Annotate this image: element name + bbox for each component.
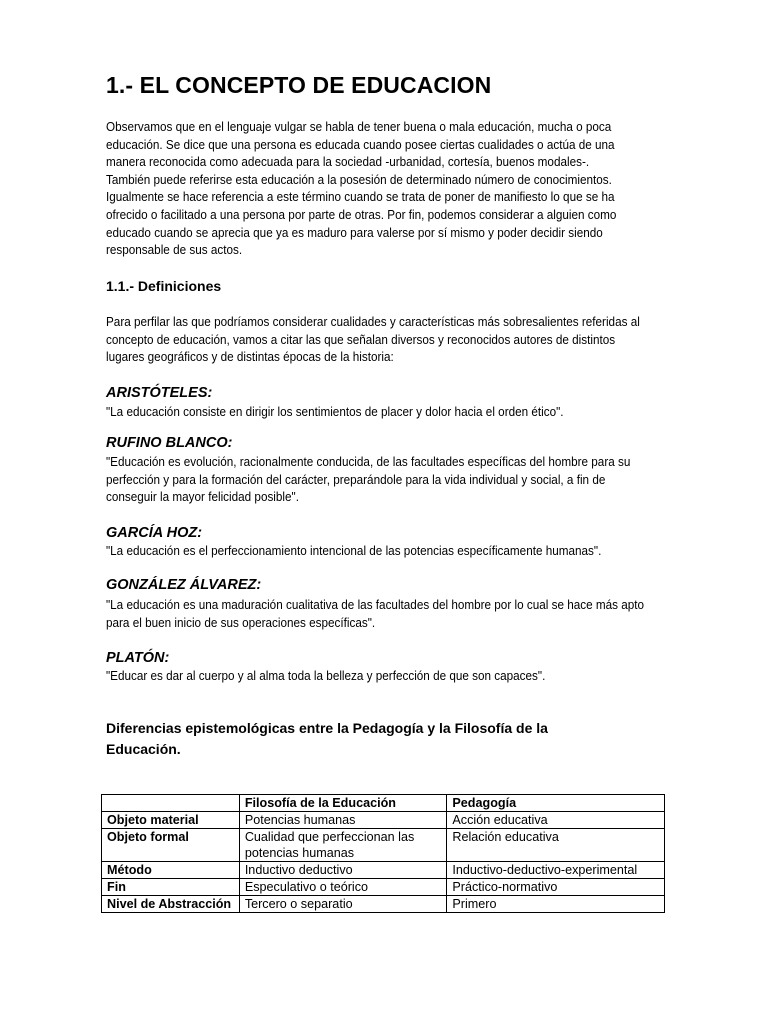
table-row xyxy=(102,879,665,896)
table-row xyxy=(102,829,665,862)
definitions-intro-paragraph: Para perfilar las que podríamos considerar cualidades y características más sobresalientes referidas al concepto de educación, vamos a citar las que señalan diversos y reconocidos autores de distintos lugares geográficos y de distintas épocas de la historia: xyxy=(106,315,640,365)
definition-author: GARCÍA HOZ: xyxy=(106,525,203,541)
definition-quote: "Educar es dar al cuerpo y al alma toda la belleza y perfección de que son capaces". xyxy=(106,669,546,683)
table-cell: Relación educativa xyxy=(447,829,665,862)
definition-author: GONZÁLEZ ÁLVAREZ: xyxy=(106,577,262,593)
table-header-row xyxy=(102,795,665,812)
table-cell: Inductivo deductivo xyxy=(239,862,447,879)
table-header-cell xyxy=(102,795,240,812)
table-cell: Práctico-normativo xyxy=(447,879,665,896)
definition-author: ARISTÓTELES: xyxy=(106,385,213,401)
definition-author: RUFINO BLANCO: xyxy=(106,435,233,451)
table-row-label: Método xyxy=(102,862,240,879)
definition-author: PLATÓN: xyxy=(106,650,170,666)
table-row xyxy=(102,862,665,879)
differences-heading: Diferencias epistemológicas entre la Pedagogía y la Filosofía de la Educación. xyxy=(106,720,548,757)
table-cell: Acción educativa xyxy=(447,812,665,829)
table-row xyxy=(102,896,665,913)
table-header-cell: Filosofía de la Educación xyxy=(239,795,447,812)
table-cell: Inductivo-deductivo-experimental xyxy=(447,862,665,879)
table-row-label: Nivel de Abstracción xyxy=(102,896,240,913)
table-row xyxy=(102,812,665,829)
definition-quote: "La educación es una maduración cualitativa de las facultades del hombre por lo cual se hace más apto para el buen inicio de sus operaciones específicas". xyxy=(106,598,645,630)
table-cell: Cualidad que perfeccionan las potencias humanas xyxy=(239,829,447,862)
table-cell: Primero xyxy=(447,896,665,913)
table-cell: Tercero o separatio xyxy=(239,896,447,913)
definition-quote: "La educación es el perfeccionamiento intencional de las potencias específicamente humanas". xyxy=(106,544,602,558)
table-header-cell: Pedagogía xyxy=(447,795,665,812)
intro-paragraph: Observamos que en el lenguaje vulgar se habla de tener buena o mala educación, mucha o poca educación. Se dice que una persona es educada cuando posee ciertas cualidades o actúa de una manera reconocida como adecuada para la sociedad -urbanidad, cortesía, buenos modales-. También puede referirse esta educación a la posesión de determinado número de conocimientos. Igualmente se hace referencia a este término cuando se trata de poner de manifiesto lo que se ha ofrecido o facilitado a una persona por parte de otras. Por fin, podemos considerar a alguien como educado cuando se aprecia que ya es maduro para valerse por sí mismo y poder decidir siendo responsable de sus actos. xyxy=(106,120,617,258)
table-row-label: Fin xyxy=(102,879,240,896)
page-title: 1.- EL CONCEPTO DE EDUCACION xyxy=(106,72,492,98)
section-heading-definiciones: 1.1.- Definiciones xyxy=(106,278,222,294)
table-cell: Especulativo o teórico xyxy=(239,879,447,896)
table-row-label: Objeto formal xyxy=(102,829,240,862)
definition-quote: "La educación consiste en dirigir los sentimientos de placer y dolor hacia el orden ético". xyxy=(106,405,564,419)
differences-table xyxy=(101,794,665,913)
definition-quote: "Educación es evolución, racionalmente conducida, de las facultades específicas del hombre para su perfección y para la formación del carácter, preparándole para la vida individual y social, a fin de conseguir la mayor felicidad posible". xyxy=(106,455,631,505)
table-row-label: Objeto material xyxy=(102,812,240,829)
table-cell: Potencias humanas xyxy=(239,812,447,829)
